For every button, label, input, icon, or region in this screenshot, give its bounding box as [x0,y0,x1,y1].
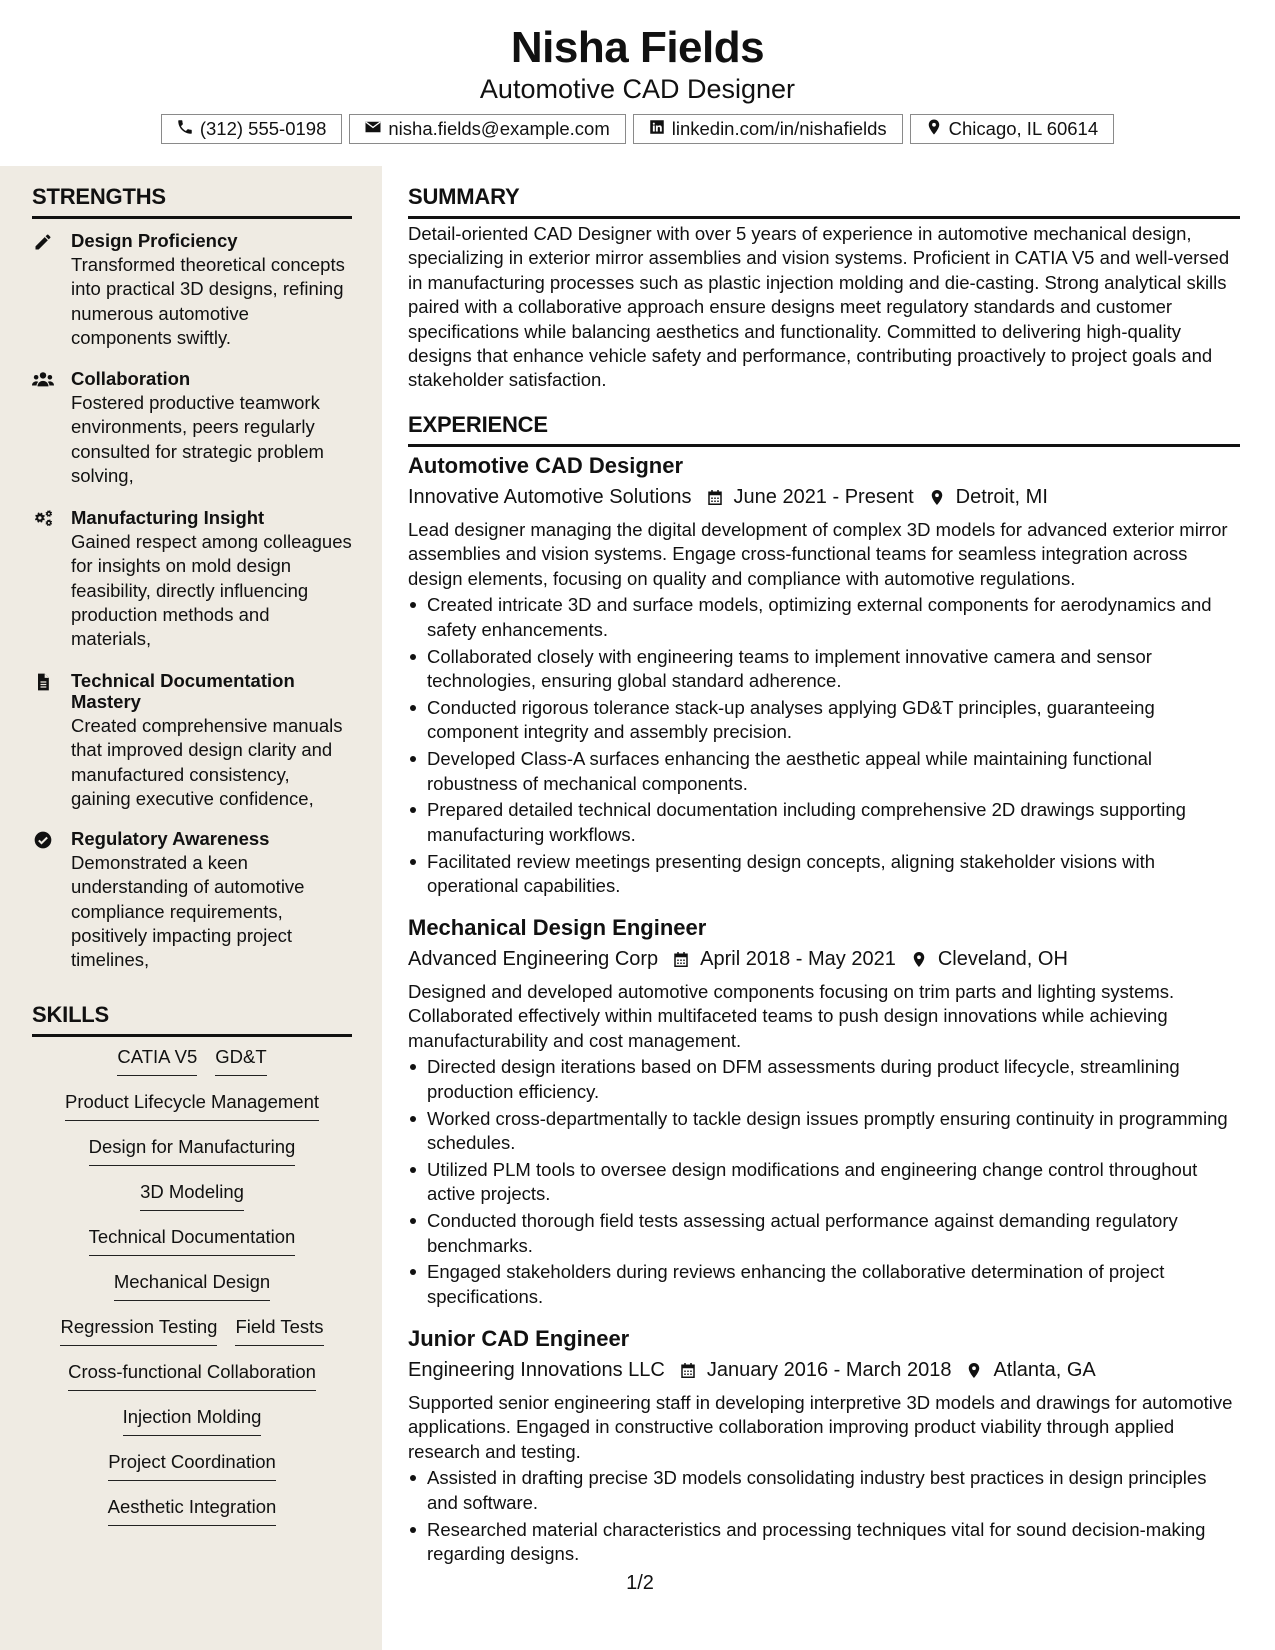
skill-tag: CATIA V5 [117,1046,197,1076]
job-title: Mechanical Design Engineer [408,915,707,940]
pencil-icon [32,232,54,252]
summary-text: Detail-oriented CAD Designer with over 5 years of experience in automotive mechanical design, specializing in exterior mirror assemblies and vision systems. Proficient in CATIA V5 and well-versed in manufacturing processes such as plastic injection molding and die-casting. Strong analytical skills paired with a collaborative approach ensure designs meet regulatory standards and customer specifications while balancing aesthetics and functionality. Committed to delivering high-quality designs that enhance vehicle safety and performance, contributing proactively to project goals and stakeholder satisfaction. [408,223,1230,391]
skill-row [32,1451,352,1496]
strength-title: Design Proficiency [71,230,238,251]
job-bullet: Collaborated closely with engineering teams to implement innovative camera and sensor technologies, ensuring global standard adherence. [408,645,1240,694]
contact-linkedin-text: linkedin.com/in/nishafields [671,118,887,139]
job-bullet: Conducted rigorous tolerance stack-up analyses applying GD&T principles, guaranteeing component integrity and assembly precision. [408,696,1240,745]
job-meta [408,1357,1240,1383]
job-description: Designed and developed automotive components focusing on trim parts and lighting systems. Collaborated effectively within multifaceted teams to push design innovations while achieving manufacturability and cost management. [408,981,1175,1051]
job-dates: June 2021 - Present [733,486,914,508]
job-dates: January 2016 - March 2018 [706,1359,952,1381]
job-meta [408,946,1240,972]
contact-linkedin[interactable] [633,114,903,144]
job-bullet: Directed design iterations based on DFM assessments during product lifecycle, streamlining production efficiency. [408,1055,1240,1104]
job-bullets [408,1055,1240,1309]
skill-row [32,1271,352,1316]
summary-heading: SUMMARY [408,184,1240,219]
strength-item [32,230,352,350]
job-bullet: Utilized PLM tools to oversee design modifications and engineering change control throughout active projects. [408,1158,1240,1207]
map-pin-icon [965,1361,983,1380]
job-description: Supported senior engineering staff in developing interpretive 3D models and drawings for automotive applications. Engaged in constructive collaboration improving product viability through applied research and testing. [408,1392,1233,1462]
calendar-icon [672,950,690,969]
job-bullet: Facilitated review meetings presenting design concepts, aligning stakeholder visions with operational capabilities. [408,850,1240,899]
calendar-icon [679,1361,697,1380]
strength-desc: Transformed theoretical concepts into practical 3D designs, refining numerous automotive components swiftly. [71,254,345,348]
contact-phone-text: (312) 555-0198 [199,118,327,139]
skill-tag: Design for Manufacturing [89,1136,296,1166]
skill-row [32,1136,352,1181]
experience-heading: EXPERIENCE [408,412,1240,447]
strengths-heading: STRENGTHS [32,184,352,219]
skill-row [32,1046,352,1091]
skill-tag: Regression Testing [60,1316,217,1346]
contact-location[interactable] [910,114,1114,144]
skill-tag: Field Tests [235,1316,323,1346]
job-bullet: Researched material characteristics and processing techniques vital for sound decision-making regarding designs. [408,1518,1240,1567]
job-company: Innovative Automotive Solutions [408,486,692,508]
skill-tag: Injection Molding [123,1406,262,1436]
skill-tag: Cross-functional Collaboration [68,1361,316,1391]
contact-email-text: nisha.fields@example.com [388,118,610,139]
job-title: Junior CAD Engineer [408,1326,630,1351]
strength-item [32,828,352,972]
job-location: Detroit, MI [955,486,1048,508]
sidebar [0,166,382,1650]
skill-row [32,1316,352,1361]
check-circle-icon [32,830,54,850]
contact-bar [0,114,1275,144]
map-pin-icon [910,950,928,969]
page-number: 1/2 [626,1572,654,1594]
job-entry [408,452,1240,901]
job-entry [408,1325,1240,1569]
map-pin-icon [928,488,946,507]
gears-icon [32,509,54,529]
skill-row [32,1181,352,1226]
strength-item [32,368,352,488]
job-bullet: Assisted in drafting precise 3D models consolidating industry best practices in design principles and software. [408,1466,1240,1515]
skill-tag: Project Coordination [108,1451,276,1481]
skill-row [32,1226,352,1271]
job-bullet: Conducted thorough field tests assessing actual performance against demanding regulatory benchmarks. [408,1209,1240,1258]
phone-icon [176,118,194,141]
skill-tag: GD&T [215,1046,266,1076]
skill-tag: Technical Documentation [89,1226,296,1256]
strength-desc: Fostered productive teamwork environments, peers regularly consulted for strategic problem solving, [71,392,324,486]
strength-title: Manufacturing Insight [71,507,265,528]
job-bullet: Prepared detailed technical documentation including comprehensive 2D drawings supporting manufacturing workflows. [408,798,1240,847]
document-icon [32,672,54,692]
strength-item [32,507,352,651]
skill-row [32,1406,352,1451]
candidate-title: Automotive CAD Designer [479,74,796,104]
skill-tag: Mechanical Design [114,1271,270,1301]
strength-desc: Gained respect among colleagues for insights on mold design feasibility, directly influencing production methods and materials, [71,531,352,650]
skill-tag: 3D Modeling [140,1181,244,1211]
job-bullet: Engaged stakeholders during reviews enhancing the collaborative determination of project specifications. [408,1260,1240,1309]
contact-email[interactable] [349,114,625,144]
strength-title: Collaboration [71,368,191,389]
strength-desc: Created comprehensive manuals that improved design clarity and manufactured consistency, gaining executive confidence, [71,715,343,809]
job-dates: April 2018 - May 2021 [700,948,896,970]
job-location: Cleveland, OH [937,948,1068,970]
job-bullet: Created intricate 3D and surface models, optimizing external components for aerodynamics and safety enhancements. [408,593,1240,642]
skill-row [32,1091,352,1136]
linkedin-icon [648,118,666,141]
job-bullets [408,593,1240,898]
job-company: Advanced Engineering Corp [408,948,659,970]
skill-tag: Product Lifecycle Management [65,1091,319,1121]
job-title: Automotive CAD Designer [408,453,684,478]
candidate-name: Nisha Fields [510,23,765,72]
job-meta [408,484,1240,510]
skill-tag: Aesthetic Integration [108,1496,277,1526]
contact-phone[interactable] [161,114,343,144]
job-location: Atlanta, GA [993,1359,1096,1381]
job-entry [408,914,1240,1312]
job-bullet: Developed Class-A surfaces enhancing the aesthetic appeal while maintaining functional robustness of mechanical components. [408,747,1240,796]
skill-row [32,1361,352,1406]
job-company: Engineering Innovations LLC [408,1359,665,1381]
envelope-icon [364,118,382,141]
strength-desc: Demonstrated a keen understanding of automotive compliance requirements, positively impacting project timelines, [71,852,305,971]
job-bullet: Worked cross-departmentally to tackle design issues promptly ensuring continuity in programming schedules. [408,1107,1240,1156]
strength-title: Regulatory Awareness [71,828,270,849]
skill-row [32,1496,352,1541]
users-icon [32,370,54,390]
strength-item [32,670,352,811]
skills-heading: SKILLS [32,1002,352,1037]
strength-title: Technical Documentation Mastery [71,670,295,712]
skills-list [32,1046,352,1541]
contact-location-text: Chicago, IL 60614 [948,118,1099,139]
calendar-icon [706,488,724,507]
job-description: Lead designer managing the digital development of complex 3D models for advanced exterior mirror assemblies and vision systems. Engage cross-functional teams for seamless integration across design elements, focusing on quality and compliance with automotive regulations. [408,519,1228,589]
job-bullets [408,1466,1240,1566]
map-pin-icon [925,118,943,141]
